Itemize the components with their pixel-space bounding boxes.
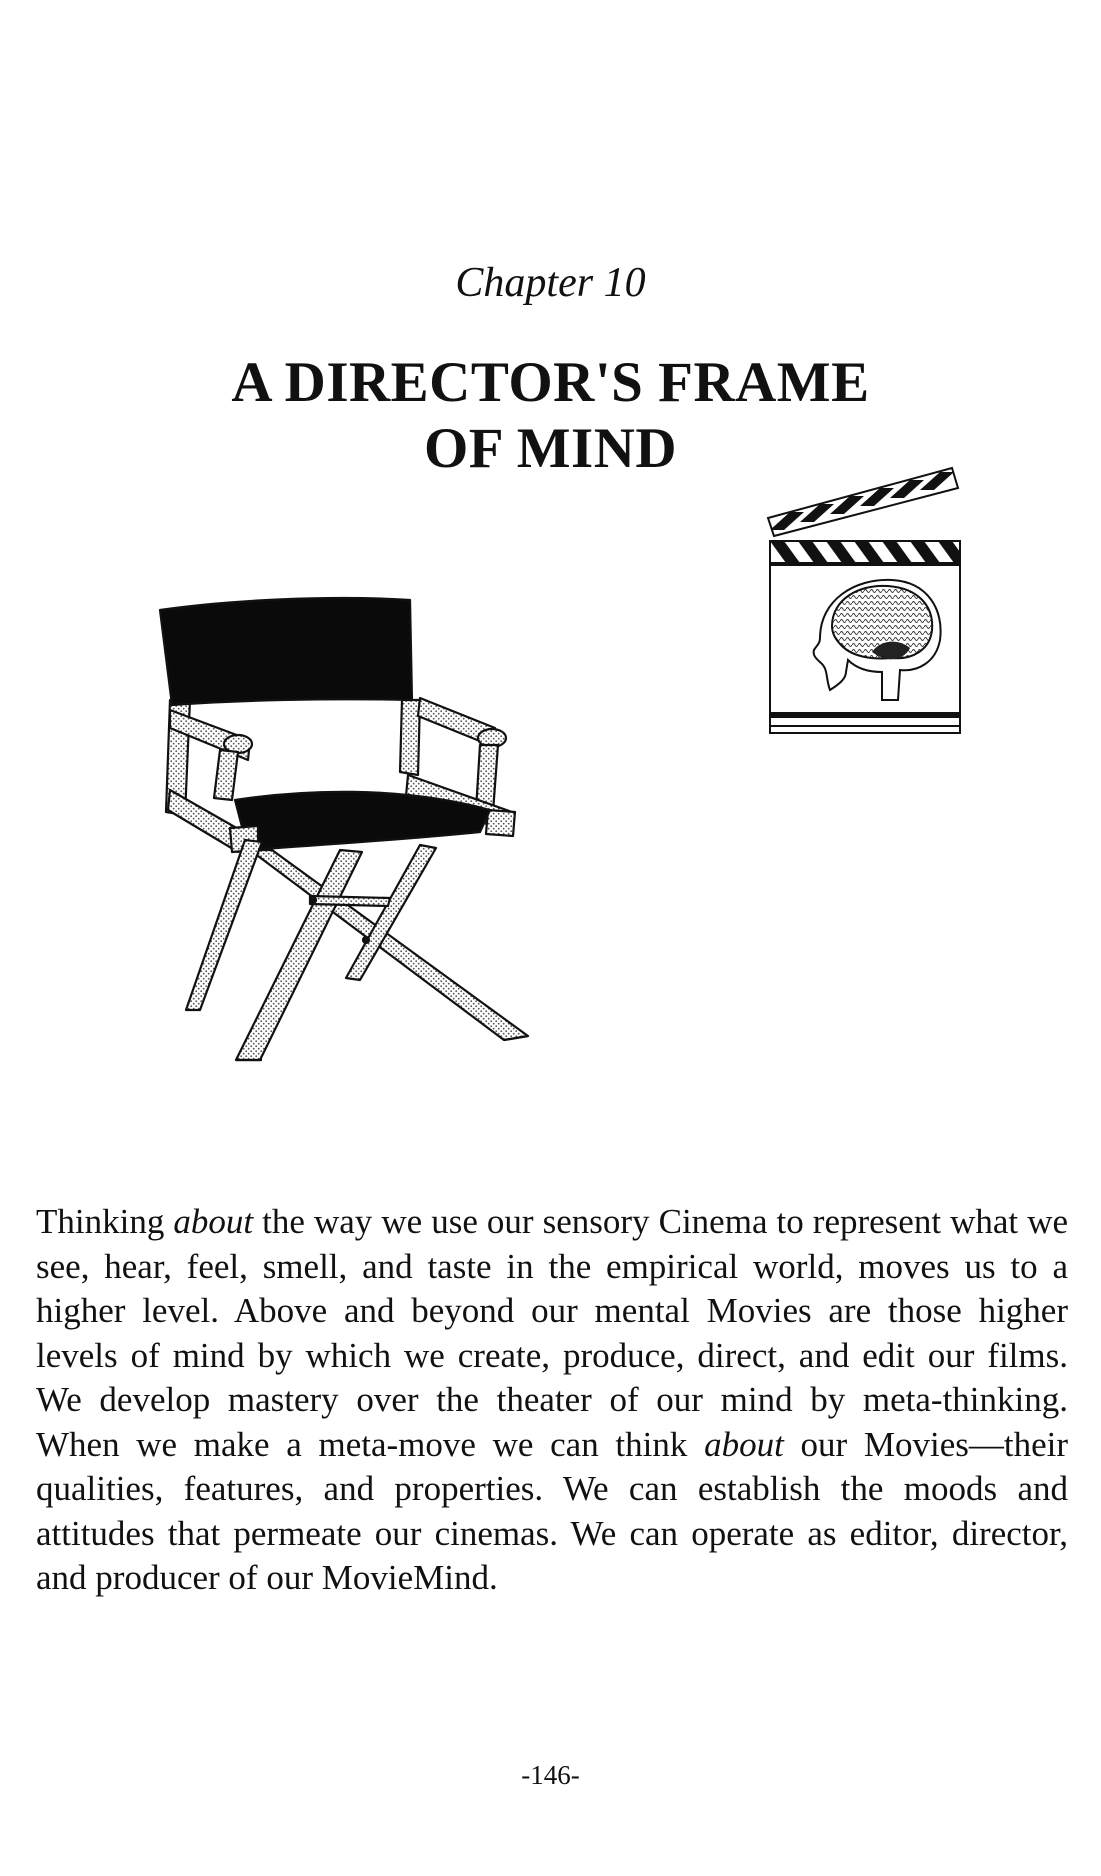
chapter-title-line-2: OF MIND xyxy=(423,417,678,480)
body-emphasis-about-2: about xyxy=(704,1424,784,1464)
chapter-label: Chapter 10 xyxy=(455,260,646,306)
page-number: -146- xyxy=(521,1760,580,1790)
body-emphasis-about-1: about xyxy=(173,1202,254,1241)
director-chair-icon xyxy=(160,598,528,1060)
chapter-title-line-1: A DIRECTOR'S FRAME xyxy=(231,351,870,414)
body-paragraph xyxy=(36,1200,1068,1601)
clapperboard-icon xyxy=(768,468,968,733)
body-text-part-3: our Movies—their qualities, features, and properties. We can establish the moods and attitudes that permeate our cinemas. We can operate as editor, director, and producer of our MovieMind. xyxy=(36,1424,1069,1597)
body-text-part-2: the way we use our sensory Cinema to represent what we see, hear, feel, smell, and taste in the empirical world, moves us to a higher level. Above and beyond our mental Movies are those higher levels of mind by which we create, produce, direct, and edit our films. We develop mastery over the theater of our mind by meta-thinking. When we make a meta-move we can think xyxy=(36,1202,1069,1464)
body-text-part-1: Thinking xyxy=(36,1202,174,1241)
